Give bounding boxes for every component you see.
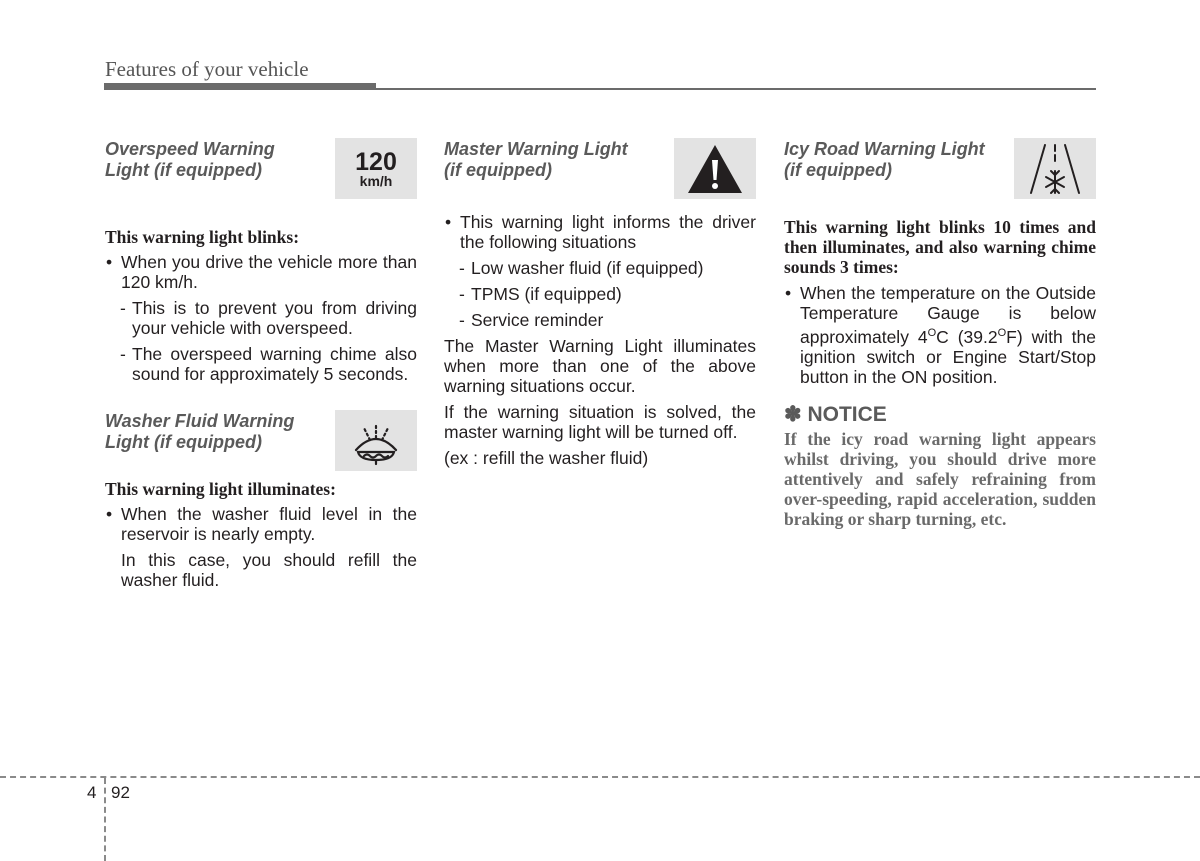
overspeed-dash-2: - The overspeed warning chime also sound for approximately 5 seconds. <box>120 344 417 384</box>
icy-lead: This warning light blinks 10 times and then illuminates, and also warning chime sounds 3 times: <box>784 217 1096 277</box>
overspeed-title: Overspeed Warning Light (if equipped) <box>105 139 275 180</box>
speed-120-kmh-icon <box>335 138 417 199</box>
degree-mark: O <box>997 327 1007 339</box>
master-dash-3: - Service reminder <box>459 310 604 330</box>
degree-mark: O <box>927 327 937 339</box>
overspeed-bullet: • When you drive the vehicle more than 120 km/h. <box>106 252 417 292</box>
warning-triangle-icon <box>674 138 756 199</box>
master-dash-2: - TPMS (if equipped) <box>459 284 622 304</box>
master-section-header <box>444 138 756 212</box>
icy-section-header <box>784 138 1096 212</box>
column-middle <box>444 138 756 468</box>
footer-vertical-rule <box>104 778 106 861</box>
washer-title: Washer Fluid Warning Light (if equipped) <box>105 411 295 452</box>
overspeed-section-header <box>105 138 417 212</box>
master-title: Master Warning Light (if equipped) <box>444 139 628 180</box>
page-number: 92 <box>111 783 130 802</box>
overspeed-lead: This warning light blinks: <box>105 227 300 247</box>
washer-section-header <box>105 410 417 484</box>
footer-dashed-rule <box>0 776 1200 778</box>
chapter-number: 4 <box>87 783 97 802</box>
overspeed-dash-1: - This is to prevent you from driving your vehicle with overspeed. <box>120 298 417 338</box>
notice-box <box>784 403 1096 529</box>
speed-icon-number: 120 <box>355 147 397 176</box>
column-right <box>784 138 1096 529</box>
page-header-title: Features of your vehicle <box>105 57 309 81</box>
master-para-1: The Master Warning Light illuminates when more than one of the above warning situations occur. <box>444 336 756 396</box>
icy-bullet: • When the temperature on the Outside Temperature Gauge is below approximately $4^OC$ $(39.2^OF)$ with the ignition switch or Engine Start/Stop button in the ON position. <box>785 283 1096 387</box>
master-para-2: If the warning situation is solved, the master warning light will be turned off. <box>444 402 756 442</box>
header-rule-thin <box>376 88 1096 90</box>
master-para-3: (ex : refill the washer fluid) <box>444 448 649 468</box>
washer-fluid-icon <box>335 410 417 471</box>
speed-icon-unit: km/h <box>359 172 393 189</box>
washer-bullet: • When the washer fluid level in the reservoir is nearly empty. <box>106 504 417 544</box>
washer-followup: In this case, you should refill the washer fluid. <box>121 550 417 590</box>
column-left <box>105 138 417 590</box>
master-dash-1: - Low washer fluid (if equipped) <box>459 258 704 278</box>
master-bullet: • This warning light informs the driver the following situations <box>445 212 756 252</box>
washer-lead: This warning light illuminates: <box>105 479 336 499</box>
header-rule-thick <box>104 83 376 90</box>
notice-body: If the icy road warning light appears whilst driving, you should drive more attentively and safely refraining from over-speeding, rapid acceleration, sudden braking or sharp turning, etc. <box>784 428 1096 529</box>
icy-road-snowflake-icon <box>1014 138 1096 199</box>
icy-title: Icy Road Warning Light (if equipped) <box>784 139 985 180</box>
notice-heading: ✽ NOTICE <box>784 402 887 426</box>
notice-asterisk-icon: ✽ <box>784 402 802 426</box>
